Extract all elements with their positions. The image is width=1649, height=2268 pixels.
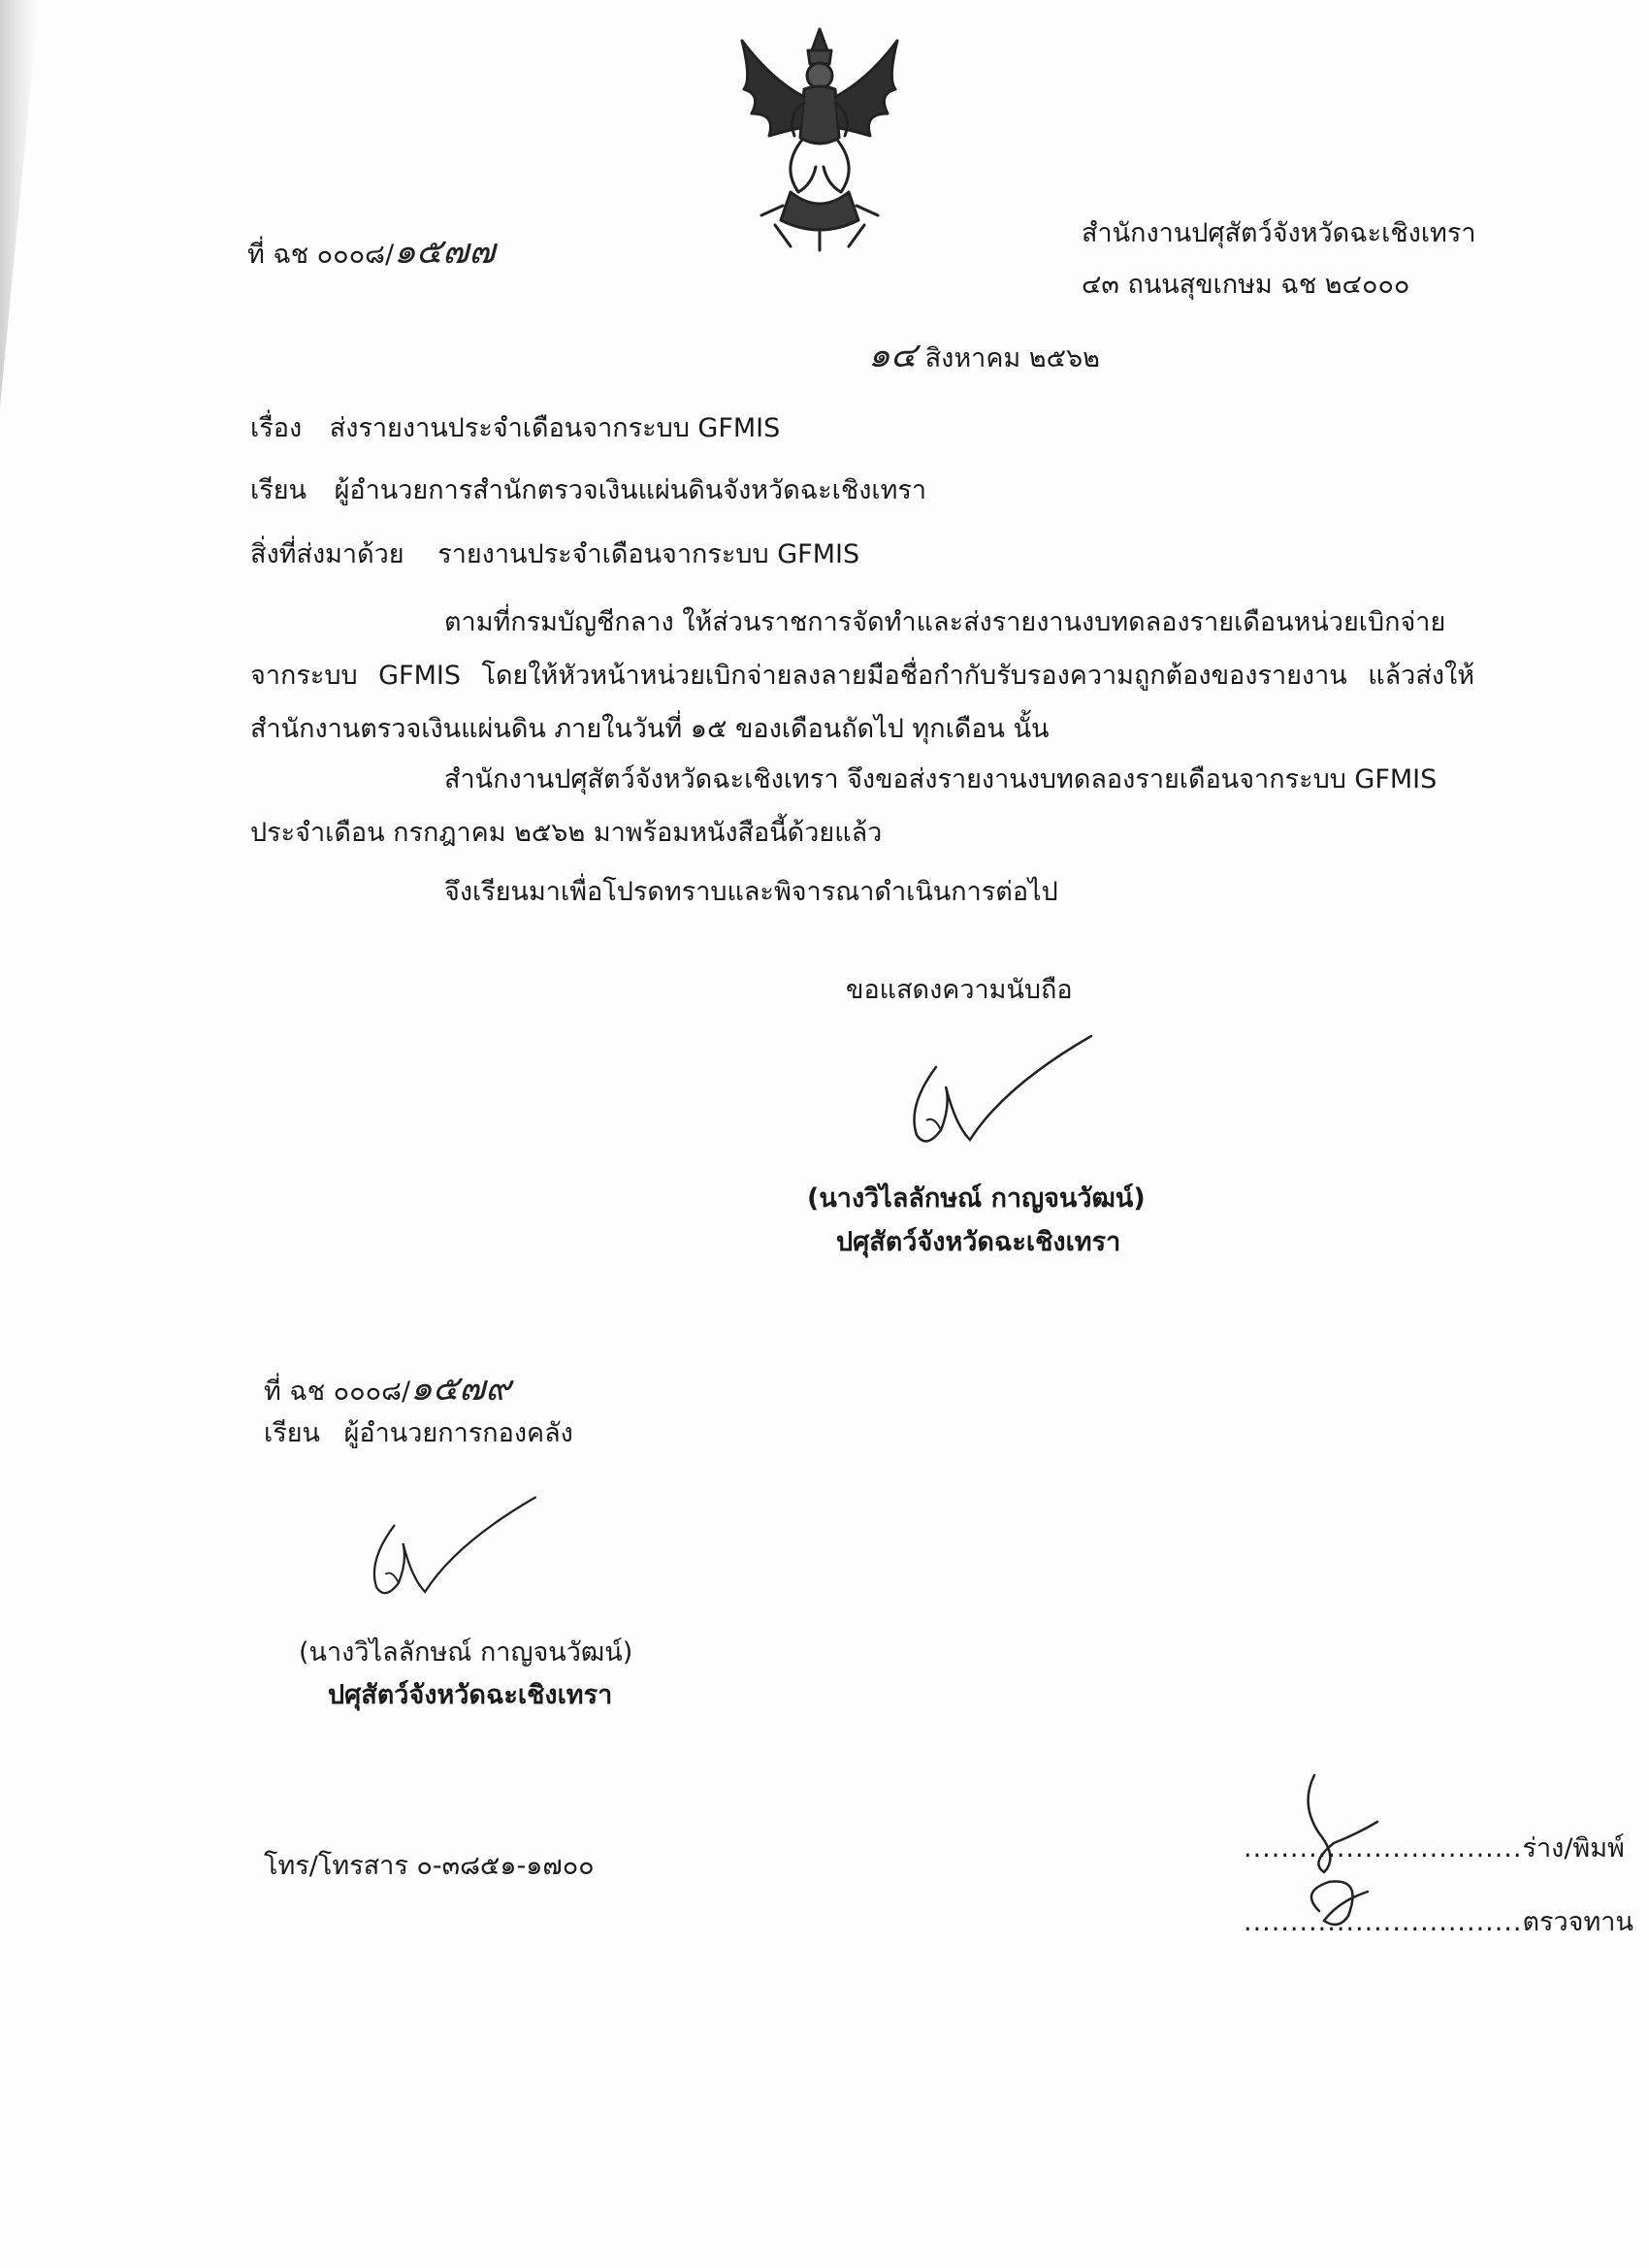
scan-edge-shadow	[0, 0, 39, 407]
checked-by-line	[1244, 1907, 1633, 1938]
office-address: ๔๓ ถนนสุขเกษม ฉช ๒๔๐๐๐	[1082, 270, 1410, 300]
checked-by-dots: ..............................	[1244, 1907, 1523, 1937]
document-number-handwritten: ๑๕๗๗	[394, 232, 496, 272]
phone-fax: โทร/โทรสาร ๐-๓๘๕๑-๑๗๐๐	[264, 1851, 595, 1881]
recipient-text: ผู้อำนวยการสำนักตรวจเงินแผ่นดินจังหวัดฉะเชิงเทรา	[334, 475, 927, 505]
signature-main-icon	[897, 1028, 1111, 1164]
recipient-label: เรียน	[250, 475, 307, 505]
closing-salutation: ขอแสดงความนับถือ	[846, 975, 1073, 1005]
drafted-by-dots: ..............................	[1244, 1833, 1523, 1863]
endorsement-recipient-label: เรียน	[264, 1418, 321, 1448]
body-paragraph-1	[250, 596, 1474, 756]
enclosure-text: รายงานประจำเดือนจากระบบ GFMIS	[437, 539, 860, 569]
signer-name: (นางวิไลลักษณ์ กาญจนวัฒน์)	[807, 1183, 1146, 1214]
subject-label: เรื่อง	[250, 413, 303, 443]
endorsement-recipient-text: ผู้อำนวยการกองคลัง	[343, 1418, 573, 1448]
document-number-prefix: ที่ ฉช ๐๐๐๘/	[247, 240, 395, 270]
paragraph-1-continuation: จากระบบ GFMIS โดยให้หัวหน้าหน่วยเบิกจ่ายลงลายมือชื่อกำกับรับรองความถูกต้องของรายงาน แล้วส่งให้สำนักงานตรวจเงินแผ่นดิน ภายในวันที่ ๑๕ ของเดือนถัดไป ทุกเดือน นั้น	[250, 661, 1474, 744]
endorsement-number-prefix: ที่ ฉช ๐๐๐๘/	[264, 1377, 411, 1407]
subject-text: ส่งรายงานประจำเดือนจากระบบ GFMIS	[329, 413, 781, 443]
drafted-by-label: ร่าง/พิมพ์	[1522, 1833, 1625, 1863]
subject-line	[250, 413, 780, 444]
drafted-by-line	[1244, 1833, 1625, 1864]
signer-title: ปศุสัตว์จังหวัดฉะเชิงเทรา	[836, 1227, 1121, 1257]
document-number	[247, 231, 495, 273]
paragraph-2-continuation: ประจำเดือน กรกฎาคม ๒๕๖๒ มาพร้อมหนังสือนี้ด้วยแล้ว	[250, 818, 883, 848]
paragraph-2-first-line: สำนักงานปศุสัตว์จังหวัดฉะเชิงเทรา จึงขอส่งรายงานงบทดลองรายเดือนจากระบบ GFMIS	[444, 764, 1438, 794]
office-name: สำนักงานปศุสัตว์จังหวัดฉะเชิงเทรา	[1082, 218, 1476, 248]
endorsement-document-number	[264, 1368, 511, 1409]
endorsement-signer-title: ปศุสัตว์จังหวัดฉะเชิงเทรา	[328, 1680, 613, 1710]
body-paragraph-3: จึงเรียนมาเพื่อโปรดทราบและพิจารณาดำเนินการต่อไป	[444, 877, 1058, 907]
body-paragraph-2	[250, 753, 1474, 859]
enclosure-label: สิ่งที่ส่งมาด้วย	[250, 539, 404, 569]
recipient-line	[250, 475, 926, 506]
garuda-emblem-icon	[723, 21, 917, 254]
endorsement-signer-name: (นางวิไลลักษณ์ กาญจนวัฒน์)	[299, 1637, 633, 1668]
checked-by-label: ตรวจทาน	[1522, 1907, 1633, 1937]
date-day-handwritten: ๑๔	[868, 336, 918, 375]
date-month-year: สิงหาคม ๒๕๖๒	[924, 343, 1100, 373]
enclosure-line	[250, 539, 859, 570]
endorsement-recipient	[264, 1418, 573, 1449]
endorsement-number-handwritten: ๑๕๗๙	[410, 1369, 511, 1409]
signature-endorsement-icon	[359, 1489, 553, 1615]
paragraph-1-first-line: ตามที่กรมบัญชีกลาง ให้ส่วนราชการจัดทำและส่งรายงานงบทดลองรายเดือนหน่วยเบิกจ่าย	[444, 607, 1446, 637]
letter-date	[868, 335, 1100, 376]
